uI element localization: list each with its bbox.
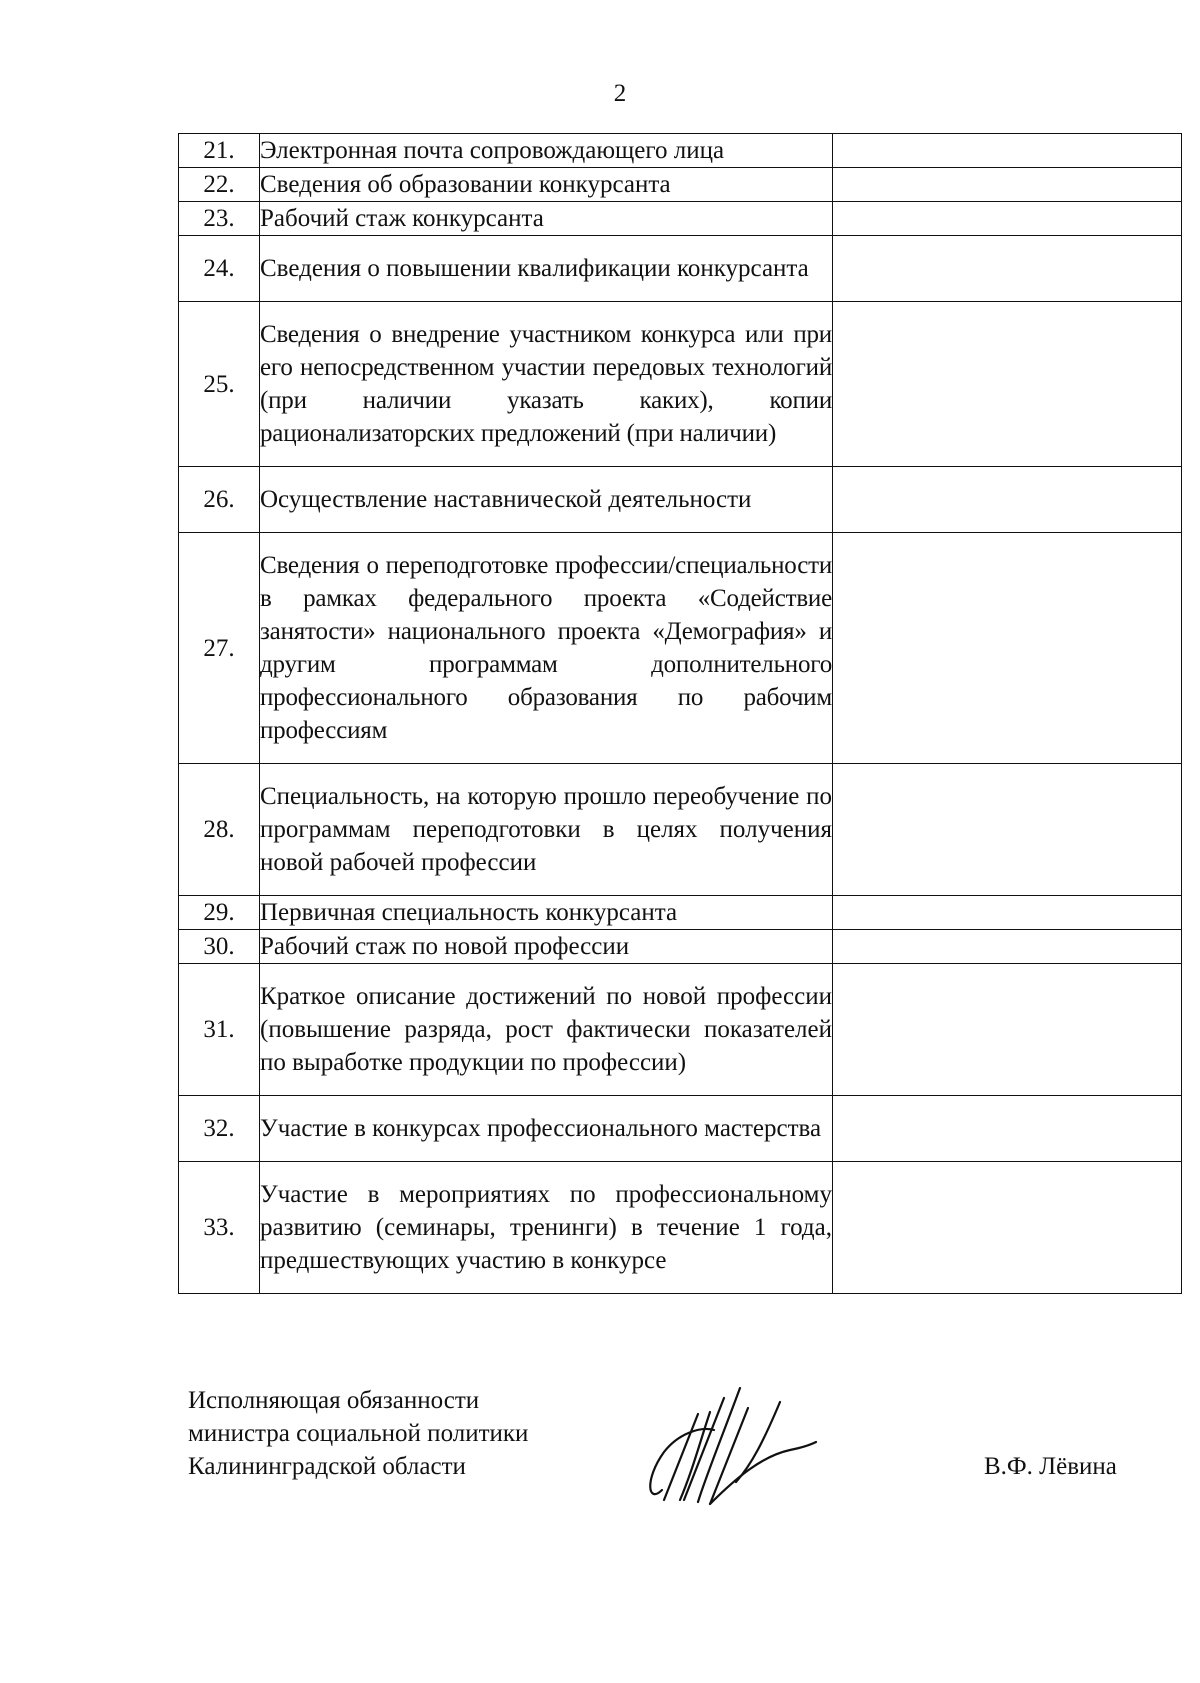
row-description: Сведения об образовании конкурсанта <box>260 168 833 202</box>
row-value-cell[interactable] <box>833 964 1182 1096</box>
row-value-cell[interactable] <box>833 202 1182 236</box>
row-description: Участие в мероприятиях по профессиональному развитию (семинары, тренинги) в течение 1 года, предшествующих участию в конкурсе <box>260 1162 833 1294</box>
row-number: 30. <box>179 930 260 964</box>
questionnaire-table <box>178 133 1182 1294</box>
row-value-cell[interactable] <box>833 168 1182 202</box>
table-row <box>179 964 1182 1096</box>
position-line: Исполняющая обязанности <box>188 1387 480 1414</box>
row-number: 32. <box>179 1096 260 1162</box>
row-description: Первичная специальность конкурсанта <box>260 896 833 930</box>
row-value-cell[interactable] <box>833 1096 1182 1162</box>
table-row <box>179 302 1182 467</box>
table-row <box>179 202 1182 236</box>
position-line: Калининградской области <box>188 1453 466 1480</box>
row-number: 23. <box>179 202 260 236</box>
row-number: 28. <box>179 764 260 896</box>
table-row <box>179 134 1182 168</box>
row-number: 21. <box>179 134 260 168</box>
row-value-cell[interactable] <box>833 1162 1182 1294</box>
row-number: 25. <box>179 302 260 467</box>
row-number: 29. <box>179 896 260 930</box>
row-description: Электронная почта сопровождающего лица <box>260 134 833 168</box>
row-description: Краткое описание достижений по новой профессии (повышение разряда, рост фактически показателей по выработке продукции по профессии) <box>260 964 833 1096</box>
row-value-cell[interactable] <box>833 533 1182 764</box>
row-value-cell[interactable] <box>833 302 1182 467</box>
table-row <box>179 168 1182 202</box>
row-description: Сведения о переподготовке профессии/специальности в рамках федерального проекта «Содействие занятости» национального проекта «Демография» и другим программам дополнительного профессионального образования по рабочим профессиям <box>260 533 833 764</box>
table-row <box>179 930 1182 964</box>
table-row <box>179 533 1182 764</box>
table-row <box>179 467 1182 533</box>
row-number: 22. <box>179 168 260 202</box>
row-description: Рабочий стаж по новой профессии <box>260 930 833 964</box>
row-number: 24. <box>179 236 260 302</box>
signer-name: В.Ф. Лёвина <box>984 1453 1117 1480</box>
row-description: Осуществление наставнической деятельности <box>260 467 833 533</box>
signer-position <box>188 1384 528 1483</box>
row-value-cell[interactable] <box>833 236 1182 302</box>
row-value-cell[interactable] <box>833 896 1182 930</box>
row-description: Сведения о повышении квалификации конкурсанта <box>260 236 833 302</box>
page-number: 2 <box>613 80 627 107</box>
row-number: 33. <box>179 1162 260 1294</box>
row-value-cell[interactable] <box>833 930 1182 964</box>
table-row <box>179 1096 1182 1162</box>
table-row <box>179 764 1182 896</box>
table-row <box>179 896 1182 930</box>
row-description: Рабочий стаж конкурсанта <box>260 202 833 236</box>
row-value-cell[interactable] <box>833 134 1182 168</box>
row-number: 27. <box>179 533 260 764</box>
row-description: Специальность, на которую прошло переобучение по программам переподготовки в целях получения новой рабочей профессии <box>260 764 833 896</box>
row-value-cell[interactable] <box>833 467 1182 533</box>
row-description: Сведения о внедрение участником конкурса или при его непосредственном участии передовых технологий (при наличии указать каких), копии рационализаторских предложений (при наличии) <box>260 302 833 467</box>
row-value-cell[interactable] <box>833 764 1182 896</box>
table-row <box>179 236 1182 302</box>
row-number: 26. <box>179 467 260 533</box>
row-description: Участие в конкурсах профессионального мастерства <box>260 1096 833 1162</box>
row-number: 31. <box>179 964 260 1096</box>
handwritten-signature <box>640 1372 830 1522</box>
position-line: министра социальной политики <box>188 1420 529 1447</box>
table-row <box>179 1162 1182 1294</box>
